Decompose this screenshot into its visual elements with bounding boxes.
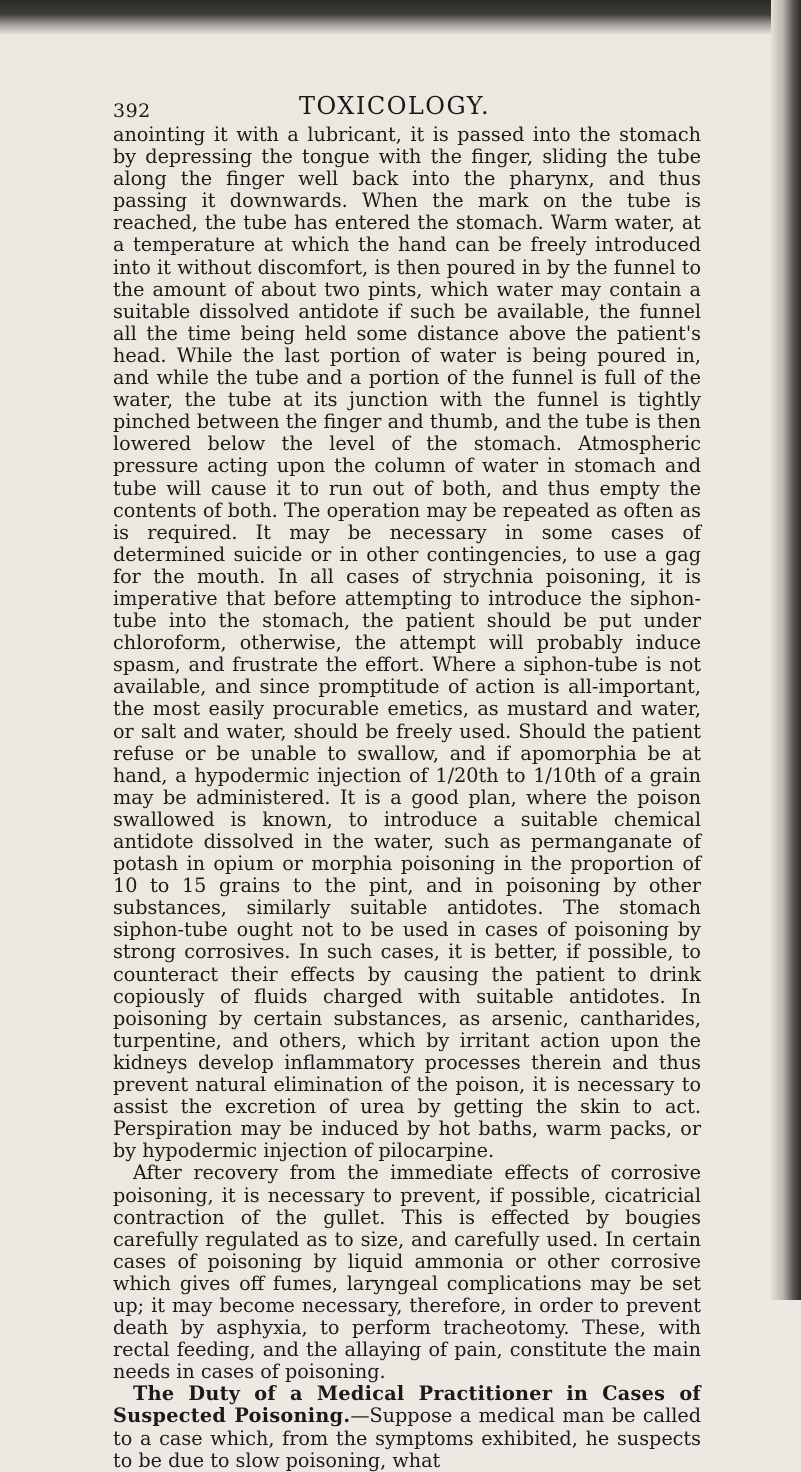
paragraph-after-recovery: After recovery from the immediate effects of corrosive poisoning, it is necessary to prevent, if possible, cicatricial contraction of the gullet. This is effected by bougies carefully regulated as to size, and carefully used. In certain cases of poisoning by liquid ammonia or other corrosive which gives off fumes, laryngeal complications may be set up; it may become necessary, therefore, in order to prevent death by asphyxia, to perform tracheotomy. These, with rectal feeding, and the allaying of pain, constitute the main needs in cases of poisoning.: [113, 1161, 701, 1384]
section-text: —Suppose a medical man be called to a case which, from the symptoms exhibited, he suspects to be due to slow poisoning, what: [113, 1404, 701, 1472]
body-text: [113, 124, 701, 1472]
scan-top-edge: [0, 0, 801, 34]
paragraph-siphon-procedure: anointing it with a lubricant, it is passed into the stomach by depressing the tongue with the finger, sliding the tube along the finger well back into the pharynx, and thus passing it downwards. When the mark on the tube is reached, the tube has entered the stomach. Warm water, at a temperature at which the hand can be freely introduced into it without discomfort, is then poured in by the funnel to the amount of about two pints, which water may contain a suitable dissolved antidote if such be available, the funnel all the time being held some distance above the patient's head. While the last portion of water is being poured in, and while the tube and a portion of the funnel is full of the water, the tube at its junction with the funnel is tightly pinched between the finger and thumb, and the tube is then lowered below the level of the stomach. Atmospheric pressure acting upon the column of water in stomach and tube will cause it to run out of both, and thus empty the contents of both. The operation may be repeated as often as is required. It may be necessary in some cases of determined suicide or in other contingencies, to use a gag for the mouth. In all cases of strychnia poisoning, it is imperative that before attempting to introduce the siphon-tube into the stomach, the patient should be put under chloroform, otherwise, the attempt will probably induce spasm, and frustrate the effort. Where a siphon-tube is not available, and since promptitude of action is all-important, the most easily procurable emetics, as mustard and water, or salt and water, should be freely used. Should the patient refuse or be unable to swallow, and if apomorphia be at hand, a hypodermic injection of 1/20th to 1/10th of a grain may be administered. It is a good plan, where the poison swallowed is known, to introduce a suitable chemical antidote dissolved in the water, such as permanganate of potash in opium or morphia poisoning in the proportion of 10 to 15 grains to the pint, and in poisoning by other substances, similarly suitable antidotes. The stomach siphon-tube ought not to be used in cases of poisoning by strong corrosives. In such cases, it is better, if possible, to counteract their effects by causing the patient to drink copiously of fluids charged with suitable antidotes. In poisoning by certain substances, as arsenic, cantharides, turpentine, and others, which by irritant action upon the kidneys develop inflammatory processes therein and thus prevent natural elimination of the poison, it is necessary to assist the excretion of urea by getting the skin to act. Perspiration may be induced by hot baths, warm packs, or by hypodermic injection of pilocarpine.: [113, 123, 701, 1163]
scan-right-edge: [771, 0, 801, 1300]
running-head: TOXICOLOGY.: [299, 92, 491, 120]
page-number: 392: [113, 100, 151, 122]
page-header: [113, 92, 693, 124]
section-title: The Duty of a Medical Practitioner in Cases of Suspected Poisoning.: [113, 1382, 701, 1428]
paragraph-suspected-poisoning: [113, 1383, 701, 1471]
